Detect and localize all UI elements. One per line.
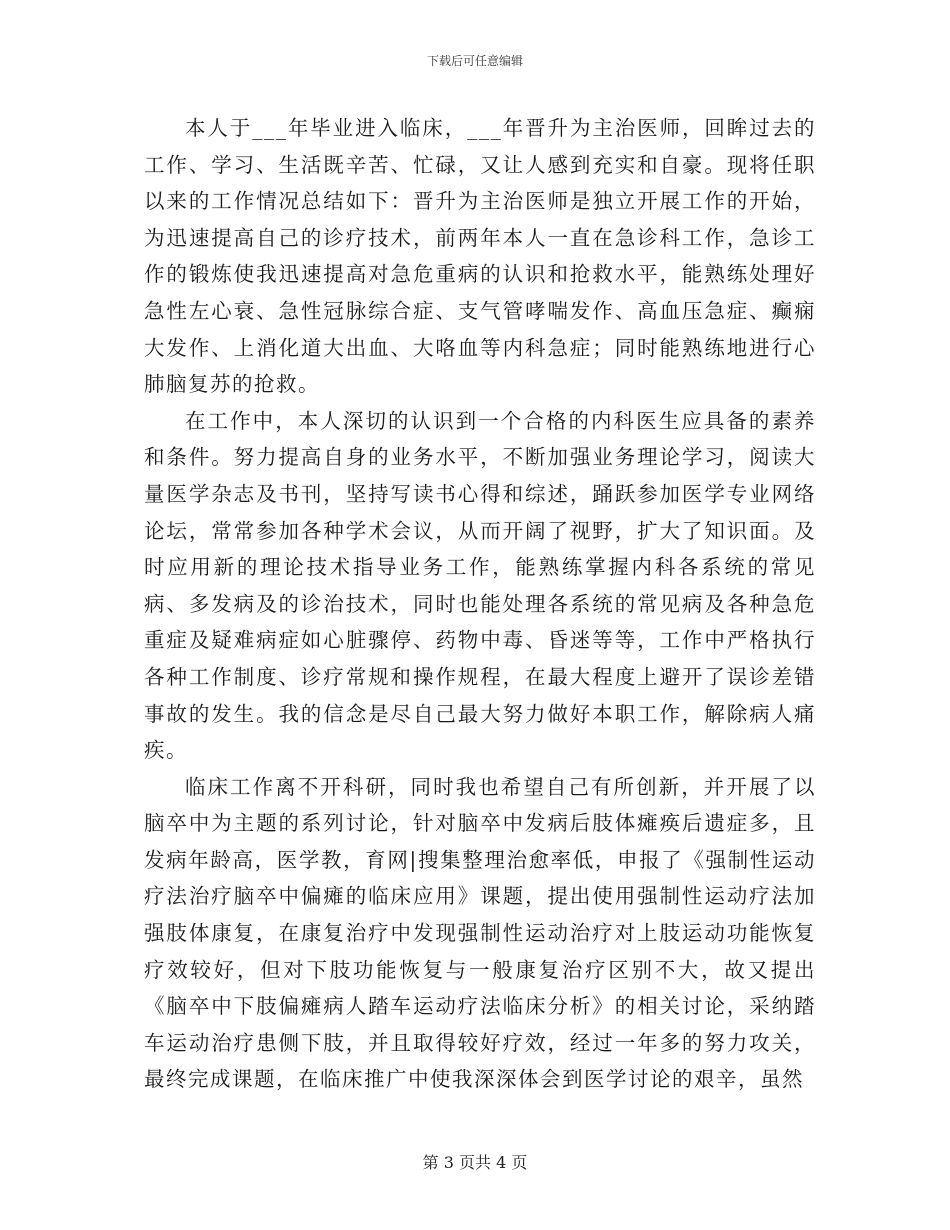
page-footer: 第 3 页共 4 页 xyxy=(422,1153,528,1172)
paragraph-3: 临床工作离不开科研，同时我也希望自己有所创新，并开展了以脑卒中为主题的系列讨论，针对脑卒中发病后肢体瘫痪后遗症多，且发病年龄高，医学教，育网|搜集整理治愈率低，申报了《强制性运动疗法治疗脑卒中偏瘫的临床应用》课题，提出使用强制性运动疗法加强肢体康复，在康复治疗中发现强制性运动治疗对上肢运动功能恢复疗效较好，但对下肢功能恢复与一般康复治疗区别不大，故又提出《脑卒中下肢偏瘫病人踏车运动疗法临床分析》的相关讨论，采纳踏车运动治疗患侧下肢，并且取得较好疗效，经过一年多的努力攻关，最终完成课题，在临床推广中使我深深体会到医学讨论的艰辛，虽然 xyxy=(144,774,816,1092)
body-text xyxy=(144,110,816,1098)
page-header: 下载后可任意编辑 xyxy=(426,54,523,68)
paragraph-2: 在工作中，本人深切的认识到一个合格的内科医生应具备的素养和条件。努力提高自身的业务水平，不断加强业务理论学习，阅读大量医学杂志及书刊，坚持写读书心得和综述，踊跃参加医学专业网络论坛，常常参加各种学术会议，从而开阔了视野，扩大了知识面。及时应用新的理论技术指导业务工作，能熟练掌握内科各系统的常见病、多发病及的诊治技术，同时也能处理各系统的常见病及各种急危重症及疑难病症如心脏骤停、药物中毒、昏迷等等，工作中严格执行各种工作制度、诊疗常规和操作规程，在最大程度上避开了误诊差错事故的发生。我的信念是尽自己最大努力做好本职工作，解除病人痛疾。 xyxy=(144,408,816,763)
paragraph-1: 本人于___年毕业进入临床，___年晋升为主治医师，回眸过去的工作、学习、生活既辛苦、忙碌，又让人感到充实和自豪。现将任职以来的工作情况总结如下：晋升为主治医师是独立开展工作的开始，为迅速提高自己的诊疗技术，前两年本人一直在急诊科工作，急诊工作的锻炼使我迅速提高对急危重病的认识和抢救水平，能熟练处理好急性左心衰、急性冠脉综合症、支气管哮喘发作、高血压急症、癫痫大发作、上消化道大出血、大咯血等内科急症；同时能熟练地进行心肺脑复苏的抢救。 xyxy=(144,116,816,397)
